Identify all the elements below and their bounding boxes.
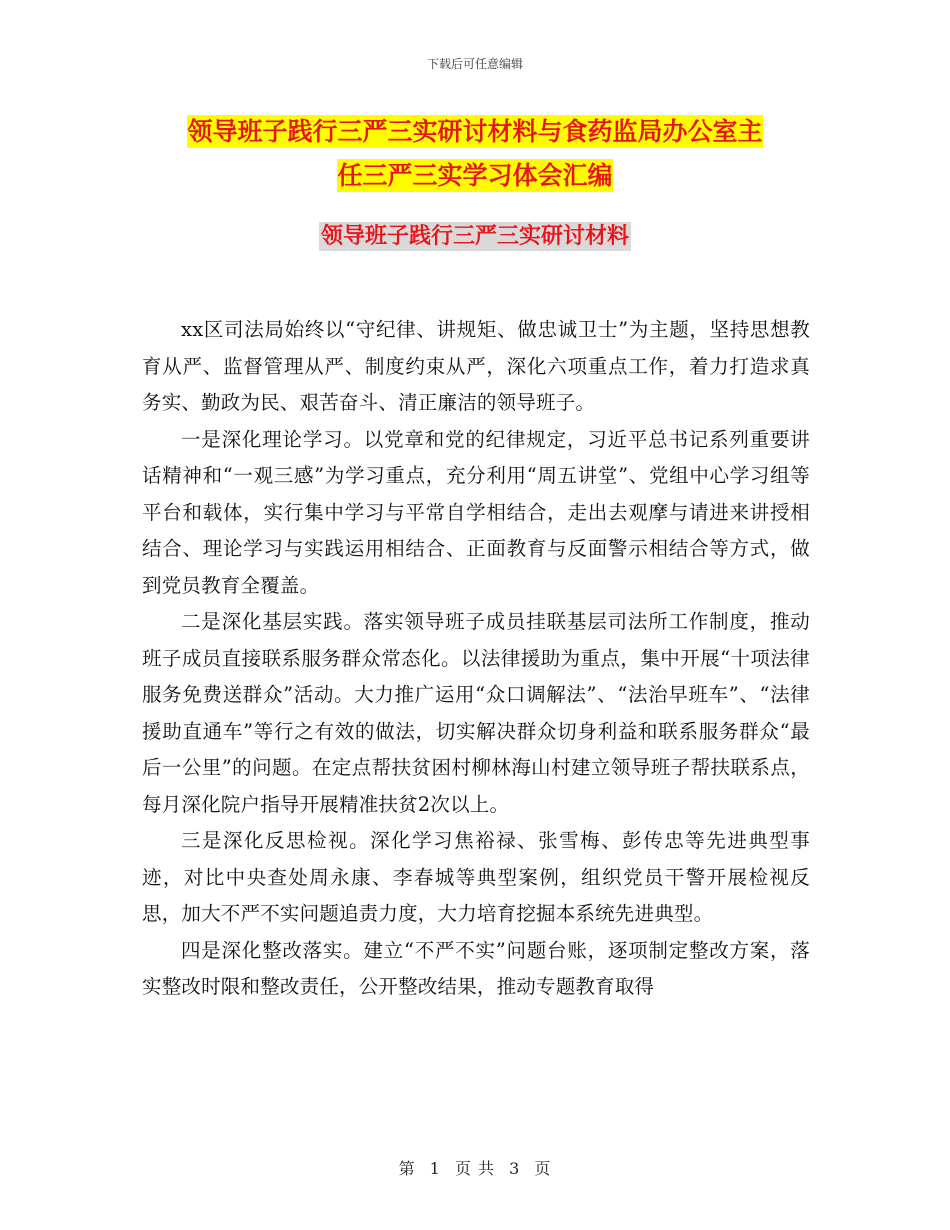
footer-prefix: 第 xyxy=(398,1159,416,1178)
footer-suffix: 页 xyxy=(534,1159,552,1178)
paragraph-rectification: 四是深化整改落实。建立“不严不实”问题台账，逐项制定整改方案，落实整改时限和整改责任，公开整改结果，推动专题教育取得 xyxy=(142,938,810,998)
paragraph-grassroots-practice: 二是深化基层实践。落实领导班子成员挂联基层司法所工作制度，推动班子成员直接联系服务群众常态化。以法律援助为重点，集中开展“十项法律服务免费送群众”活动。大力推广运用“众口调解法”、“法治早班车”、“法律援助直通车”等行之有效的做法，切实解决群众切身利益和联系服务群众“最后一公里”的问题。在定点帮扶贫困村柳林海山村建立领导班子帮扶联系点，每月深化院户指导开展精准扶贫2次以上。 xyxy=(142,610,810,816)
title-line-2: 任三严三实学习体会汇编 xyxy=(337,161,613,190)
footer-page-number: 1 xyxy=(429,1159,441,1178)
document-title xyxy=(0,110,950,198)
header-note: 下载后可任意编辑 xyxy=(426,57,523,71)
footer-middle: 页 共 xyxy=(454,1159,496,1178)
paragraph-theory-study: 一是深化理论学习。以党章和党的纪律规定，习近平总书记系列重要讲话精神和“一观三感”为学习重点，充分利用“周五讲堂”、党组中心学习组等平台和载体，实行集中学习与平常自学相结合，走出去观摩与请进来讲授相结合、理论学习与实践运用相结合、正面教育与反面警示相结合等方式，做到党员教育全覆盖。 xyxy=(142,427,810,597)
section-title xyxy=(0,222,950,252)
document-body xyxy=(142,312,810,1006)
footer-total-pages: 3 xyxy=(509,1159,521,1178)
section-title-text: 领导班子践行三严三实研讨材料 xyxy=(320,224,629,249)
paragraph-intro: xx区司法局始终以“守纪律、讲规矩、做忠诚卫士”为主题，坚持思想教育从严、监督管理从严、制度约束从严，深化六项重点工作，着力打造求真务实、勤政为民、艰苦奋斗、清正廉洁的领导班子。 xyxy=(142,318,810,414)
paragraph-reflection: 三是深化反思检视。深化学习焦裕禄、张雪梅、彭传忠等先进典型事迹，对比中央查处周永康、李春城等典型案例，组织党员干警开展检视反思，加大不严不实问题追责力度，大力培育挖掘本系统先进典型。 xyxy=(142,829,810,925)
title-line-1: 领导班子践行三严三实研讨材料与食药监局办公室主 xyxy=(187,117,763,146)
page-footer xyxy=(0,1156,950,1179)
